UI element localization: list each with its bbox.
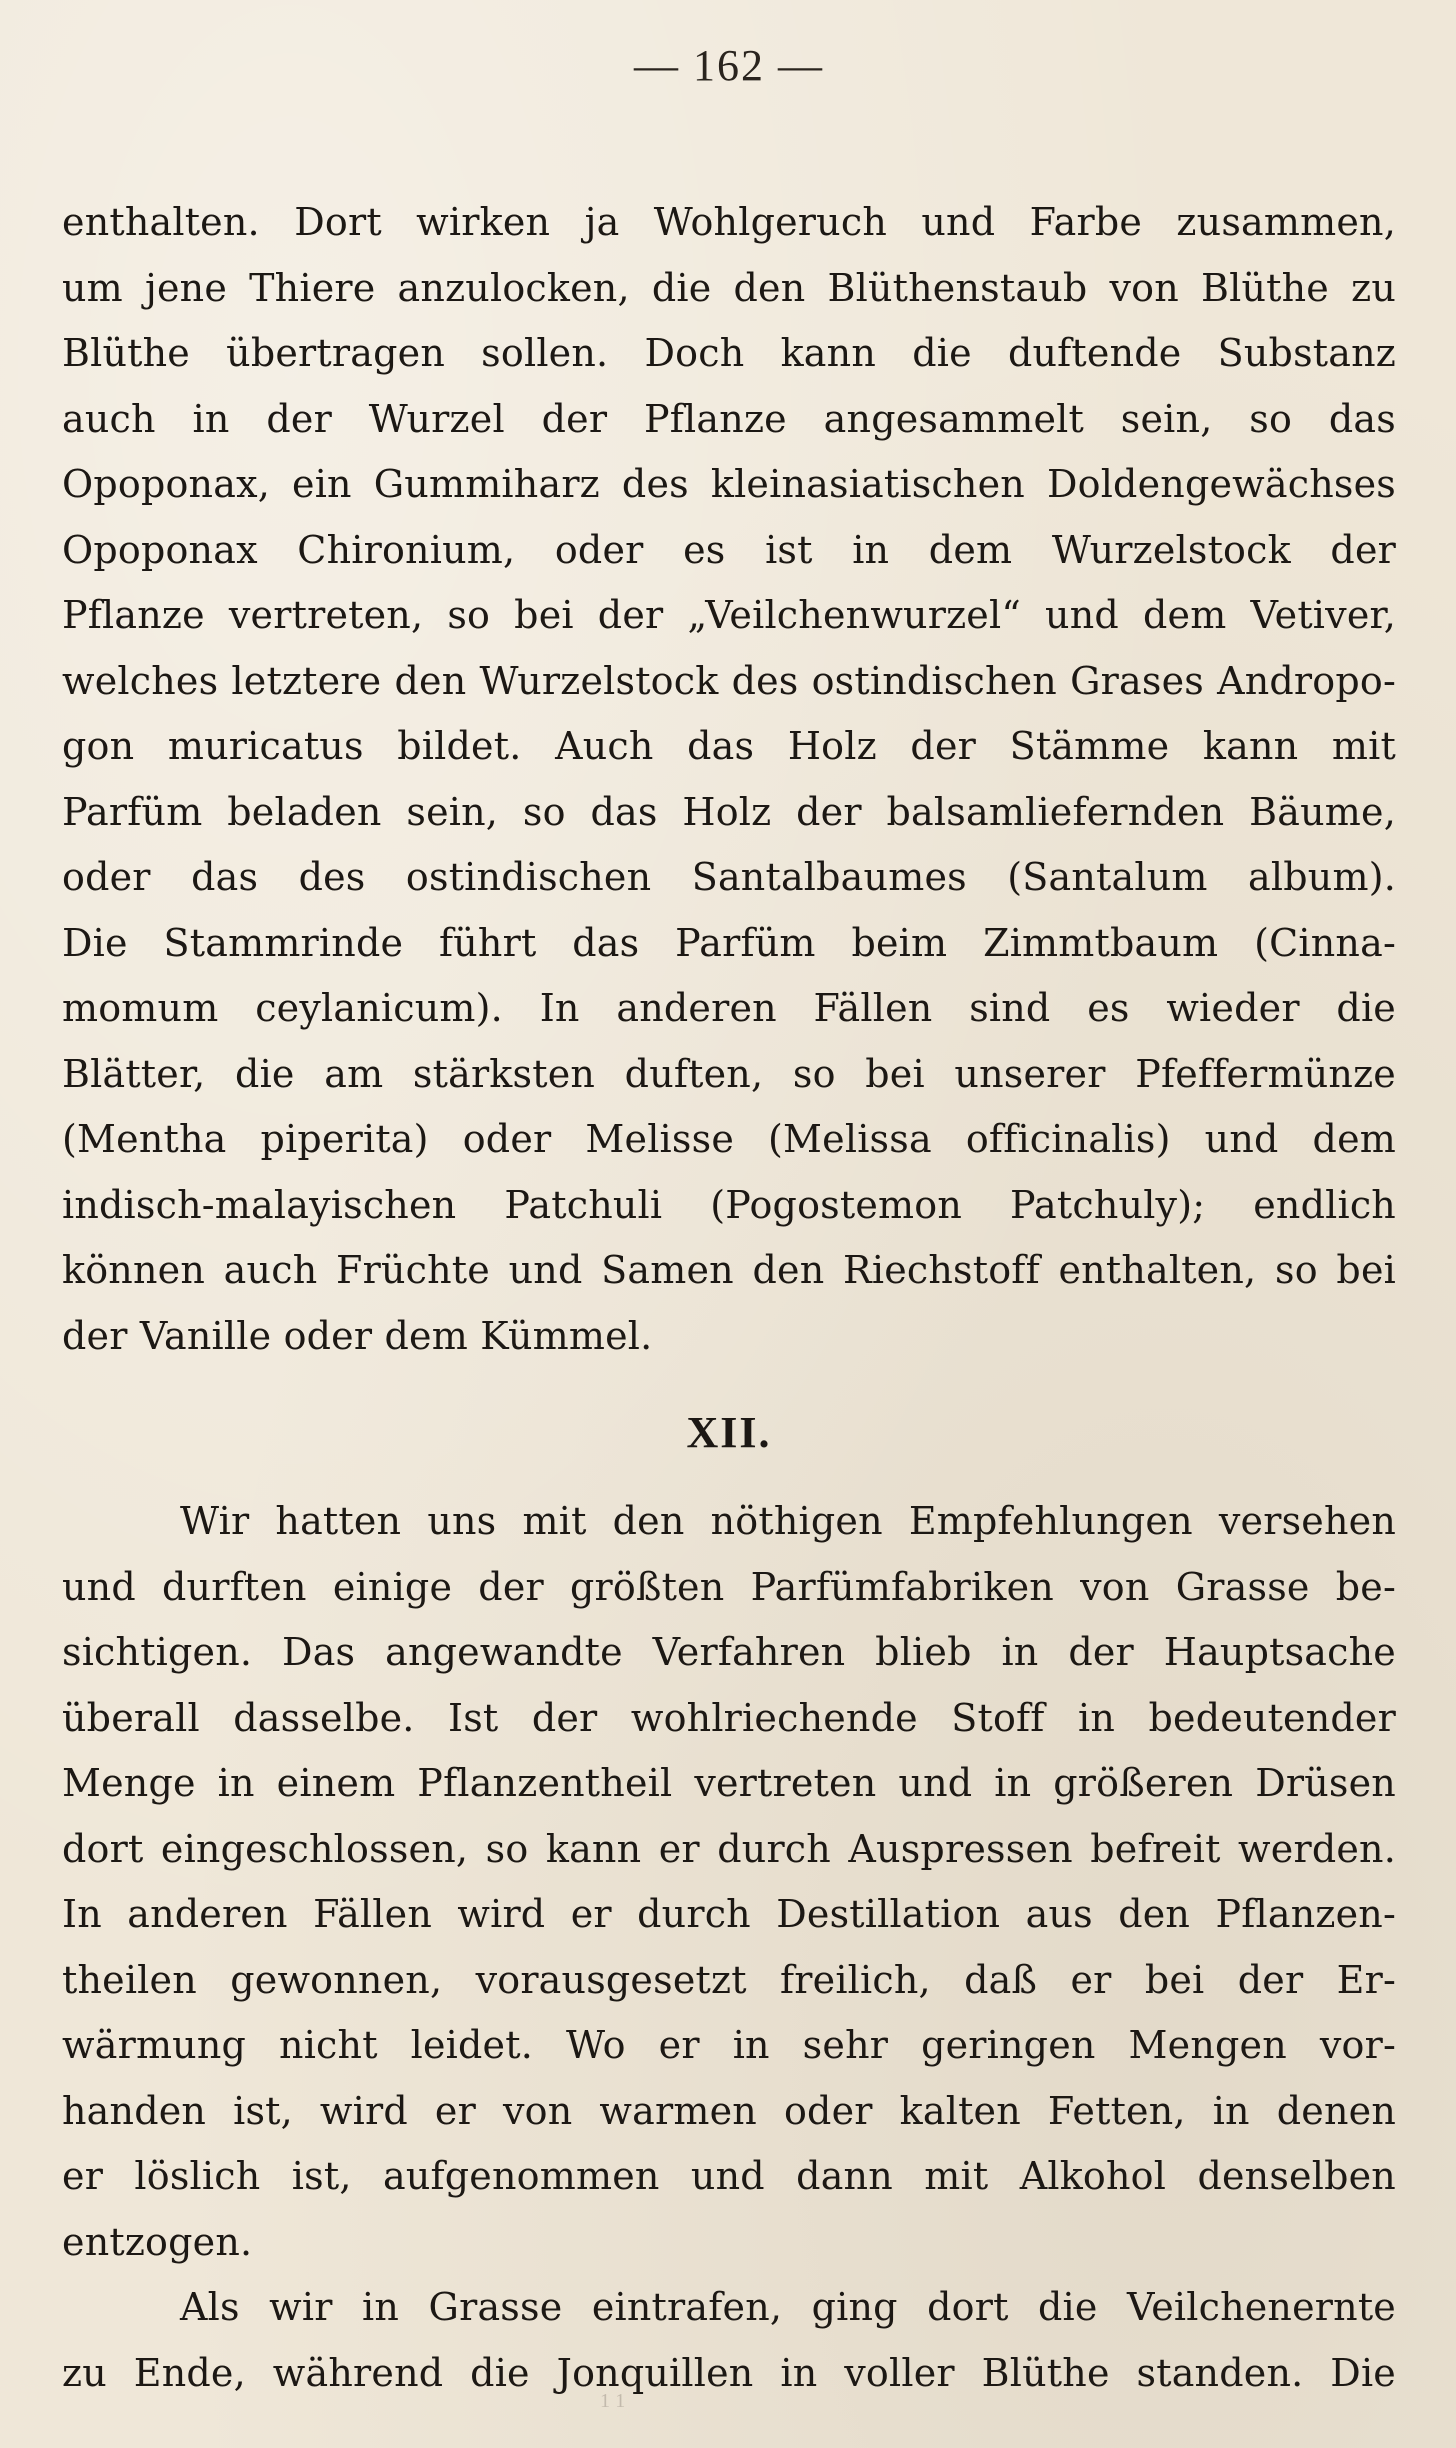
section-heading: XII.	[686, 1408, 772, 1457]
text-line: Pflanze vertreten, so bei der „Veilchenwurzel“ und dem Vetiver,	[62, 593, 1396, 637]
text-line: wärmung nicht leidet. Wo er in sehr geringen Mengen vor-	[62, 2023, 1396, 2067]
paragraph	[62, 1489, 1396, 2275]
text-line: der Vanille oder dem Kümmel.	[62, 1313, 653, 1358]
text-line: theilen gewonnen, vorausgesetzt freilich, daß er bei der Er-	[62, 1957, 1396, 2002]
text-line: enthalten. Dort wirken ja Wohlgeruch und Farbe zusammen,	[62, 200, 1396, 244]
text-line: um jene Thiere anzulocken, die den Blüthenstaub von Blüthe zu	[62, 265, 1396, 310]
text-line: In anderen Fällen wird er durch Destillation aus den Pflanzen-	[62, 1892, 1396, 1936]
body-text	[62, 190, 1396, 2406]
text-line: Wir hatten uns mit den nöthigen Empfehlungen versehen	[180, 1499, 1396, 1543]
book-page	[62, 40, 1396, 2420]
text-line: Opoponax, ein Gummiharz des kleinasiatischen Doldengewächses	[62, 462, 1396, 506]
text-line: Die Stammrinde führt das Parfüm beim Zimmtbaum (Cinna-	[62, 920, 1396, 965]
text-line: und durften einige der größten Parfümfabriken von Grasse be-	[62, 1564, 1396, 1609]
text-line: entzogen.	[62, 2219, 253, 2264]
text-line: überall dasselbe. Ist der wohlriechende Stoff in bedeutender	[62, 1695, 1396, 1740]
text-line: momum ceylanicum). In anderen Fällen sind es wieder die	[62, 986, 1396, 1030]
text-line: Blüthe übertragen sollen. Doch kann die duftende Substanz	[62, 331, 1396, 375]
text-line: Als wir in Grasse eintrafen, ging dort die Veilchenernte	[180, 2285, 1396, 2329]
text-line: welches letztere den Wurzelstock des ostindischen Grases Andropo-	[62, 658, 1396, 703]
text-line: indisch-malayischen Patchuli (Pogostemon Patchuly); endlich	[62, 1182, 1396, 1227]
text-line: (Mentha piperita) oder Melisse (Melissa officinalis) und dem	[62, 1117, 1396, 1161]
text-line: Menge in einem Pflanzentheil vertreten und in größeren Drüsen	[62, 1761, 1396, 1805]
text-line: oder das des ostindischen Santalbaumes (Santalum album).	[62, 855, 1396, 899]
paragraph	[62, 2275, 1396, 2406]
text-line: sichtigen. Das angewandte Verfahren blieb in der Hauptsache	[62, 1630, 1396, 1674]
text-line: zu Ende, während die Jonquillen in voller Blüthe standen. Die	[62, 2350, 1396, 2395]
page-number: — 162 —	[634, 41, 824, 90]
text-line: er löslich ist, aufgenommen und dann mit Alkohol denselben	[62, 2154, 1396, 2198]
paragraph-continued	[62, 190, 1396, 1369]
text-line: dort eingeschlossen, so kann er durch Auspressen befreit werden.	[62, 1826, 1396, 1871]
signature-mark: 11	[600, 2390, 632, 2412]
text-line: Blätter, die am stärksten duften, so bei unserer Pfeffermünze	[62, 1051, 1396, 1096]
text-line: können auch Früchte und Samen den Riechstoff enthalten, so bei	[62, 1248, 1396, 1292]
text-line: auch in der Wurzel der Pflanze angesammelt sein, so das	[62, 396, 1396, 441]
text-line: Opoponax Chironium, oder es ist in dem Wurzelstock der	[62, 527, 1396, 572]
text-line: Parfüm beladen sein, so das Holz der balsamliefernden Bäume,	[62, 789, 1396, 834]
text-line: gon muricatus bildet. Auch das Holz der Stämme kann mit	[62, 724, 1396, 768]
text-line: handen ist, wird er von warmen oder kalten Fetten, in denen	[62, 2088, 1396, 2133]
